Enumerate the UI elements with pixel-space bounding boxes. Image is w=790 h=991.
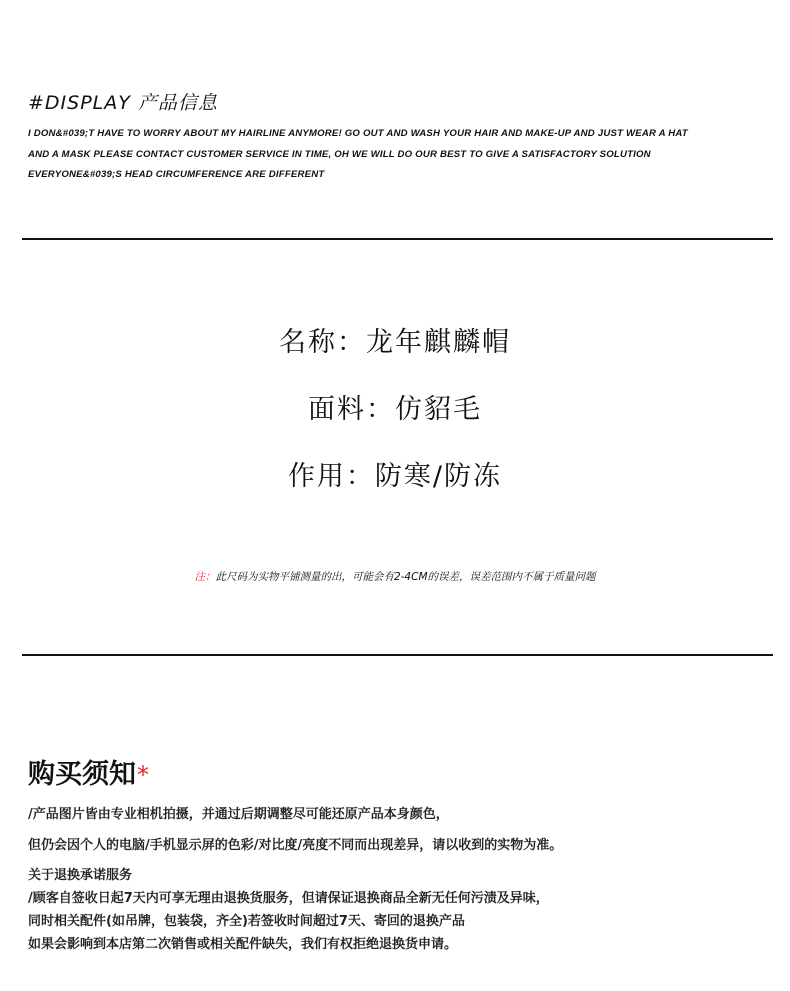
notice-line: 如果会影响到本店第二次销售或相关配件缺失，我们有权拒绝退换货申请。 bbox=[28, 937, 458, 952]
notice-line: 同时相关配件(如吊牌，包装袋，齐全)若签收时间超过7天、寄回的退换产品 bbox=[28, 914, 465, 929]
notice-line: /顾客自签收日起7天内可享无理由退换货服务，但请保证退换商品全新无任何污渍及异味， bbox=[28, 891, 549, 906]
top-divider bbox=[22, 238, 773, 240]
spec-usage: 作用：防寒/防冻 bbox=[287, 461, 503, 492]
bottom-divider bbox=[22, 654, 773, 656]
purchase-notice-title bbox=[28, 752, 149, 791]
asterisk-icon: * bbox=[137, 761, 149, 789]
notice-line: 关于退换承诺服务 bbox=[28, 868, 133, 883]
notice-line: 但仍会因个人的电脑/手机显示屏的色彩/对比度/亮度不同而出现差异，请以收到的实物为准。 bbox=[28, 838, 563, 853]
display-title: #DISPLAY 产品信息 bbox=[28, 92, 218, 114]
spec-material: 面料：仿貂毛 bbox=[308, 394, 482, 425]
size-note-text: 此尺码为实物平铺测量的出，可能会有2-4CM的误差，误差范围内不属于质量问题 bbox=[215, 571, 596, 583]
size-note bbox=[0, 569, 790, 584]
size-note-prefix: 注： bbox=[194, 571, 216, 583]
notice-line: /产品图片皆由专业相机拍摄，并通过后期调整尽可能还原产品本身颜色， bbox=[28, 807, 449, 822]
display-description: I DON&#039;T HAVE TO WORRY ABOUT MY HAIRLINE ANYMORE! GO OUT AND WASH YOUR HAIR AND MAKE-UP AND JUST WEAR A HAT AND A MASK PLEASE CONTACT CUSTOMER SERVICE IN TIME, OH WE WILL DO OUR BEST TO GIVE A SATISFACTORY SOLUTION EVERYONE&#039;S HEAD CIRCUMFERENCE ARE DIFFERENT bbox=[28, 128, 688, 180]
spec-name: 名称：龙年麒麟帽 bbox=[279, 327, 511, 358]
purchase-notice-title-text: 购买须知 bbox=[28, 759, 136, 790]
